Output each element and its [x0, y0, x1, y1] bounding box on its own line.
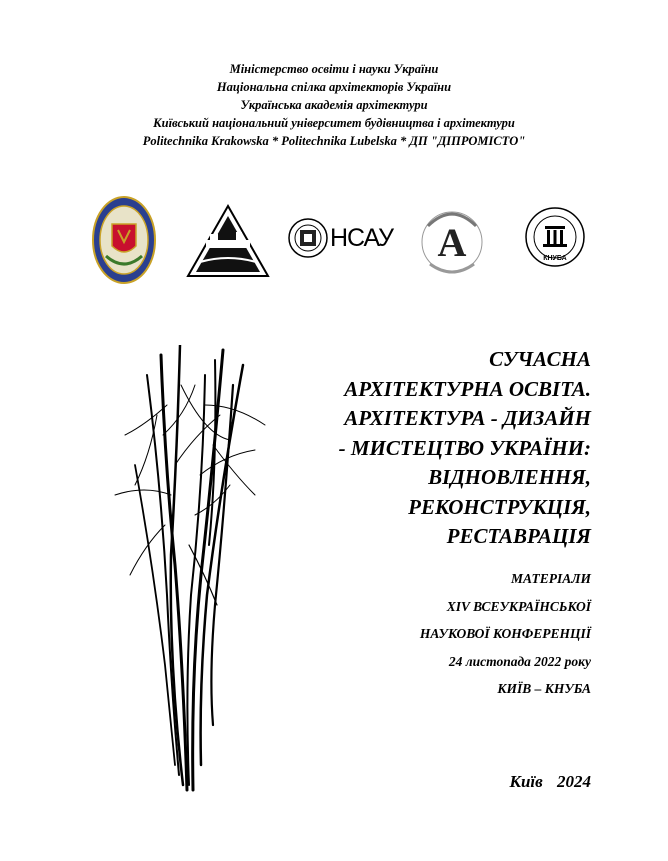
branches-artwork	[105, 345, 285, 795]
title-line: АРХІТЕКТУРНА ОСВІТА.	[344, 376, 591, 401]
nsau-logo	[288, 218, 393, 258]
conference-date: 24 листопада 2022 року	[448, 653, 591, 669]
nsau-text: НСАУ	[330, 223, 394, 252]
org-ministry: Міністерство освіти і науки України	[229, 62, 439, 76]
knuba-text: КНУБА	[543, 255, 567, 262]
title-line: АРХІТЕКТУРА - ДИЗАЙН	[344, 406, 591, 430]
subtitle-line: XIV ВСЕУКРАЇНСЬКОЇ	[446, 598, 591, 614]
title-line: РЕКОНСТРУКЦІЯ,	[408, 494, 591, 519]
header-organizations	[0, 60, 668, 150]
org-academy: Українська академія архітектури	[240, 98, 428, 112]
title-line: РЕСТАВРАЦІЯ	[446, 524, 591, 548]
logos-row	[0, 196, 668, 286]
title-line: ВІДНОВЛЕННЯ,	[428, 465, 591, 489]
university-crest-icon	[92, 196, 156, 284]
subtitle-line: НАУКОВОЇ КОНФЕРЕНЦІЇ	[419, 626, 591, 641]
title-line: СУЧАСНА	[489, 347, 591, 371]
triangle-emblem-icon	[186, 204, 270, 278]
nsau-seal-icon	[288, 218, 328, 258]
academy-architecture-logo-icon	[418, 206, 486, 280]
org-partners: Politechnika Krakowska * Politechnika Lubelska * ДП "ДІПРОМІСТО"	[142, 134, 526, 148]
conference-title	[339, 345, 591, 552]
conference-subtitle	[420, 565, 591, 703]
conference-place: КИЇВ – КНУБА	[497, 681, 591, 696]
subtitle-line: МАТЕРІАЛИ	[510, 571, 591, 586]
city-year: Київ 2024	[509, 772, 591, 791]
knuba-logo-icon	[524, 206, 586, 278]
title-line: - МИСТЕЦТВО УКРАЇНИ:	[338, 435, 591, 460]
academy-letter: А	[437, 220, 467, 265]
org-union-architects: Національна спілка архітекторів України	[216, 80, 452, 94]
org-knuba: Київський національний університет будівництва і архітектури	[153, 116, 515, 130]
